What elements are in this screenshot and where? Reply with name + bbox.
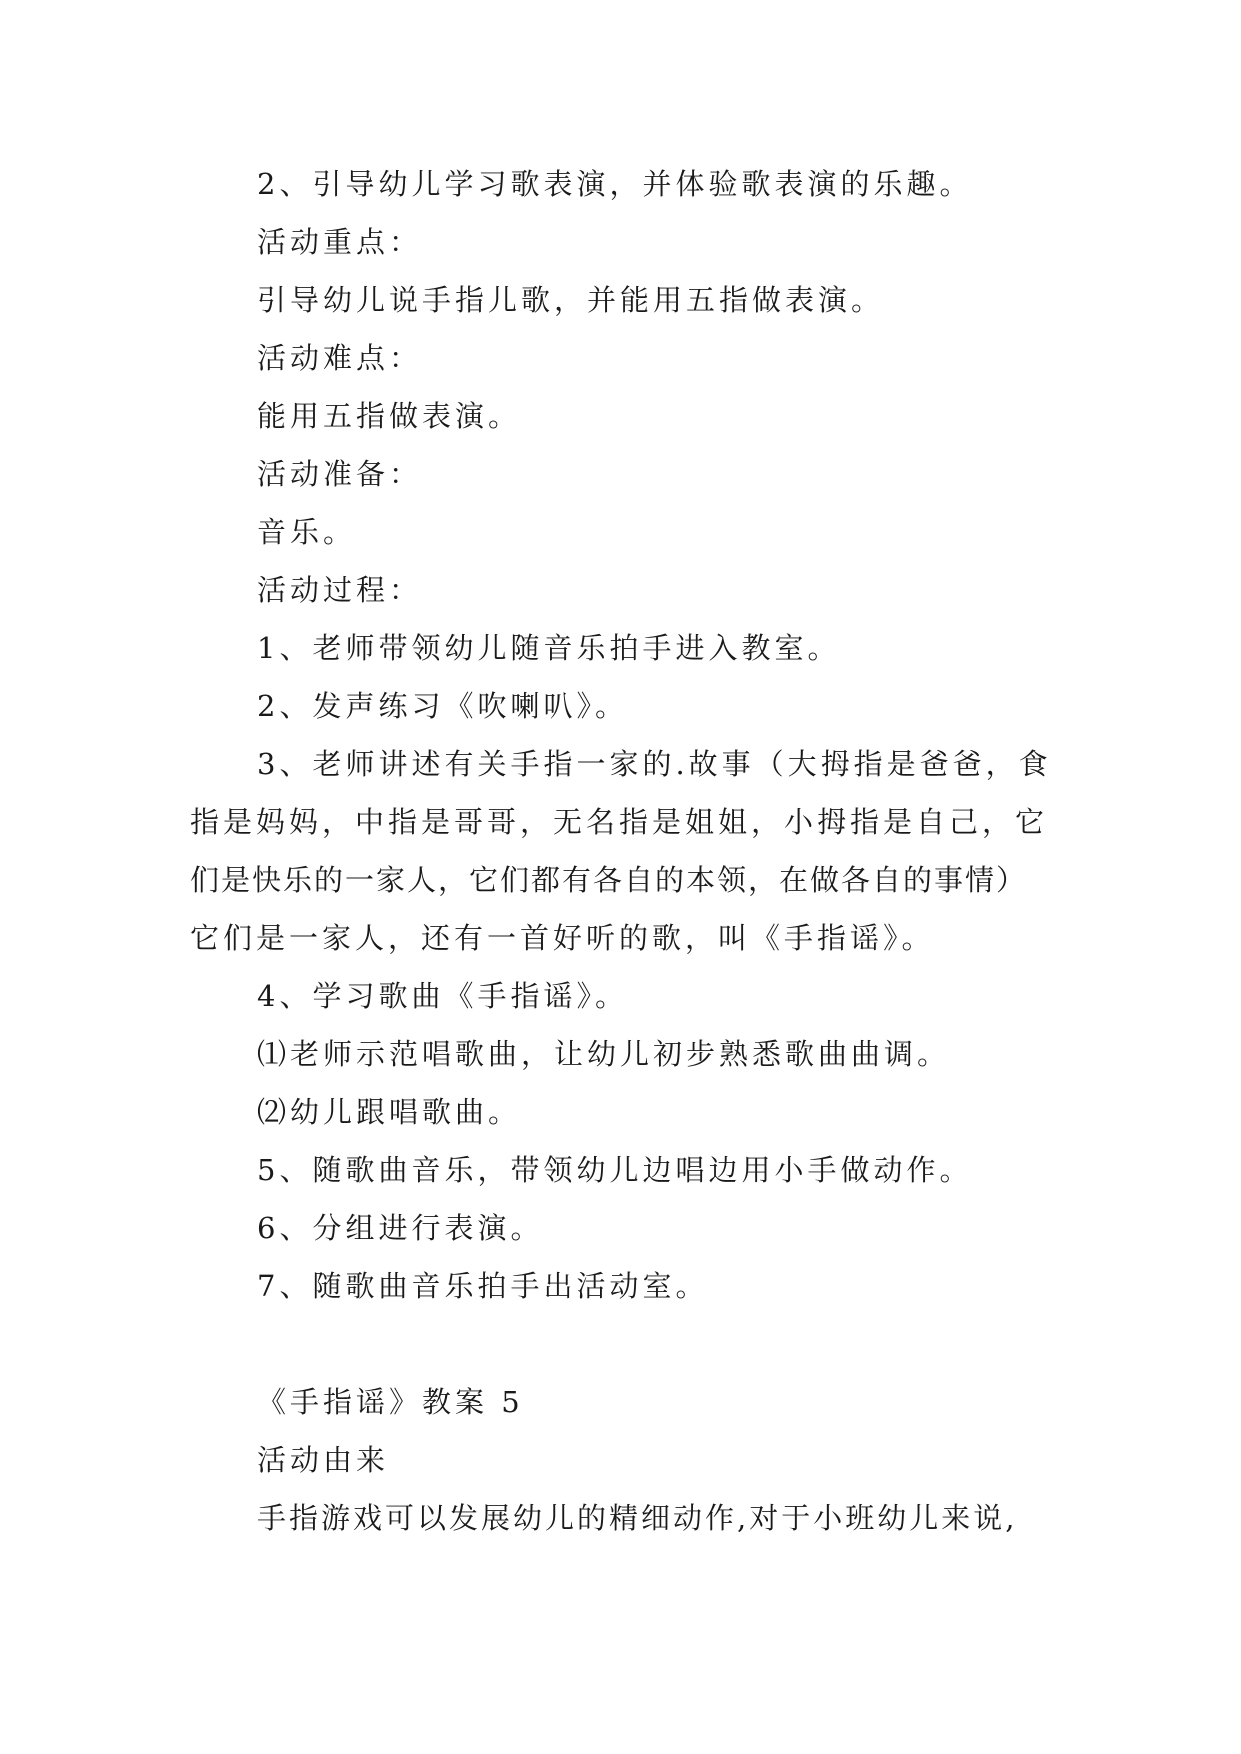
key-point-text: 引导幼儿说手指儿歌，并能用五指做表演。 [257, 283, 885, 317]
section-5-subtitle: 活动由来 [257, 1443, 390, 1477]
process-step-2: 2、发声练习《吹喇叭》。 [257, 689, 628, 723]
preparation-heading: 活动准备： [257, 457, 423, 491]
key-point-heading: 活动重点： [257, 225, 423, 259]
story-paragraph-line-3: 们是快乐的一家人，它们都有各自的本领，在做各自的事情） [190, 863, 1028, 897]
process-step-6: 6、分组进行表演。 [257, 1211, 544, 1245]
section-5-title: 《手指谣》教案 5 [257, 1385, 524, 1419]
process-step-1: 1、老师带领幼儿随音乐拍手进入教室。 [257, 631, 841, 665]
process-step-4: 4、学习歌曲《手指谣》。 [257, 979, 628, 1013]
section-5-first-line: 手指游戏可以发展幼儿的精细动作,对于小班幼儿来说, [257, 1501, 1018, 1535]
process-step-5: 5、随歌曲音乐，带领幼儿边唱边用小手做动作。 [257, 1153, 973, 1187]
difficulty-text: 能用五指做表演。 [257, 399, 522, 433]
process-step-4-sub-2: ⑵幼儿跟唱歌曲。 [257, 1095, 522, 1129]
story-paragraph-line-2: 指是妈妈，中指是哥哥，无名指是姐姐，小拇指是自己，它 [190, 805, 1049, 839]
process-heading: 活动过程： [257, 573, 423, 607]
preparation-text: 音乐。 [257, 515, 357, 549]
process-step-7: 7、随歌曲音乐拍手出活动室。 [257, 1269, 709, 1303]
story-paragraph-line-1: 3、老师讲述有关手指一家的.故事（大拇指是爸爸，食 [257, 747, 1052, 781]
story-paragraph-line-4: 它们是一家人，还有一首好听的歌，叫《手指谣》。 [190, 921, 935, 955]
process-step-4-sub-1: ⑴老师示范唱歌曲，让幼儿初步熟悉歌曲曲调。 [257, 1037, 951, 1071]
goal-line-2: 2、引导幼儿学习歌表演，并体验歌表演的乐趣。 [257, 167, 973, 201]
difficulty-heading: 活动难点： [257, 341, 423, 375]
